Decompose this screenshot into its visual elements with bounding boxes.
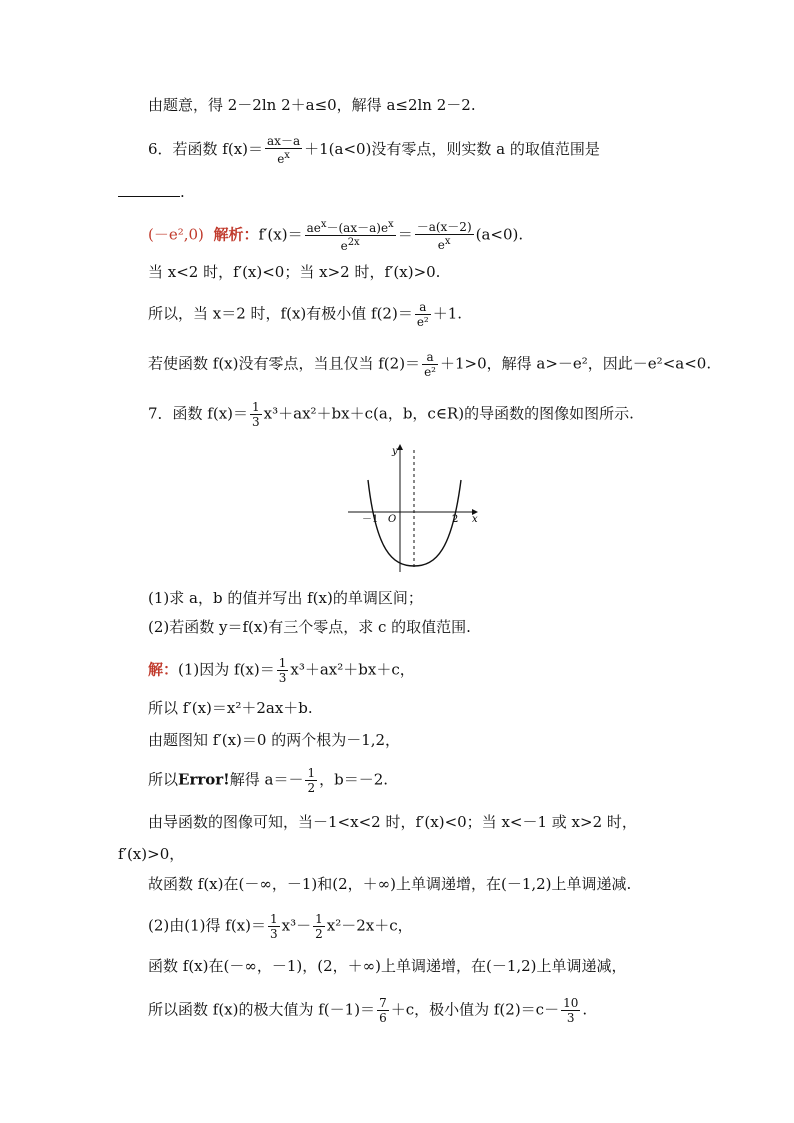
- fraction: $\frac{1}{3}$: [269, 912, 278, 941]
- solution-line: f′(x)>0，: [118, 845, 185, 863]
- fraction: $\frac{7}{6}$: [379, 996, 387, 1025]
- answer-value: (－e²,0): [148, 225, 204, 244]
- solution-line: (2)由(1)得 f(x)＝ $\frac{1}{3}$ x³－ $\frac{1}{2}$ x²－2x＋c，: [148, 912, 413, 941]
- error-text: Error!: [178, 770, 230, 789]
- derivative-graph: [340, 440, 490, 580]
- solution-line: 函数 f(x)在(－∞，－1)，(2，＋∞)上单调递增，在(－1,2)上单调递减，: [148, 957, 627, 975]
- fraction: $\frac{-a(x-2)}{e^x}$: [416, 219, 472, 252]
- y-axis-arrow: [397, 444, 403, 450]
- tick-label-2: 2: [452, 514, 459, 525]
- origin-label: O: [388, 514, 397, 525]
- solution-line: 若使函数 f(x)没有零点，当且仅当 f(2)＝ $\frac{a}{\text{e²}}$ ＋1>0，解得 a>－e²，因此－e²<a<0.: [148, 350, 712, 379]
- x-axis-label: x: [472, 514, 478, 525]
- solution-line: 由题图知 f′(x)＝0 的两个根为－1,2，: [148, 731, 401, 749]
- question-6: 6．若函数 f(x)＝ $\frac{ax-a}{e^x}$ ＋1(a<0)没有零点，则实数 a 的取值范围是: [148, 134, 600, 166]
- fraction: $\frac{1}{2}$: [315, 912, 323, 941]
- solution-line: 所以函数 f(x)的极大值为 f(－1)＝ $\frac{7}{6}$ ＋c，极小值为 f(2)＝c－ $\frac{10}{3}$ .: [148, 996, 588, 1025]
- solution-line: 由题意，得 2－2ln 2＋a≤0，解得 a≤2ln 2－2.: [148, 96, 476, 114]
- solution-line: 由导函数的图像可知，当－1<x<2 时，f′(x)<0；当 x<－1 或 x>2 时，: [148, 813, 637, 831]
- question-7: 7．函数 f(x)＝ $\frac{1}{3}$ x³＋ax²＋bx＋c(a，b，c∈R)的导函数的图像如图所示.: [148, 400, 634, 429]
- answer-6: (－e²,0) 解析：f′(x)＝ $\frac{ae^x-(ax-a)e^x}{e^{2x}}$ ＝ $\frac{-a(x-2)}{e^x}$ (a<0).: [148, 219, 524, 253]
- solution-line: 所以Error!解得 a＝－ $\frac{1}{2}$ ，b＝－2.: [148, 766, 389, 795]
- subquestion-1: (1)求 a，b 的值并写出 f(x)的单调区间；: [148, 589, 423, 607]
- solution-line: 当 x<2 时，f′(x)<0；当 x>2 时，f′(x)>0.: [148, 263, 441, 281]
- y-axis-label: y: [392, 446, 398, 457]
- solution-line: 故函数 f(x)在(－∞，－1)和(2，＋∞)上单调递增，在(－1,2)上单调递减.: [148, 875, 632, 893]
- answer-blank: .: [118, 182, 185, 202]
- fraction: $\frac{10}{3}$: [563, 996, 579, 1025]
- fraction: $\frac{1}{2}$: [307, 766, 316, 795]
- subquestion-2: (2)若函数 y＝f(x)有三个零点，求 c 的取值范围.: [148, 618, 471, 636]
- tick-label-neg1: －1: [362, 514, 379, 525]
- analysis-label: 解析：: [213, 225, 259, 244]
- solution-line: 解：(1)因为 f(x)＝ $\frac{1}{3}$ x³＋ax²＋bx＋c，: [148, 656, 415, 685]
- solution-line: 所以，当 x＝2 时，f(x)有极小值 f(2)＝ $\frac{a}{\text{e²}}$ ＋1.: [148, 300, 463, 329]
- fraction: $\frac{a}{\text{e²}}$: [416, 300, 429, 329]
- solution-line: 所以 f′(x)＝x²＋2ax＋b.: [148, 699, 313, 717]
- fraction: $\frac{ae^x-(ax-a)e^x}{e^{2x}}$: [306, 219, 394, 253]
- solution-label: 解：: [148, 660, 179, 679]
- fraction: $\frac{ax-a}{e^x}$: [267, 134, 301, 166]
- blank-line: [118, 182, 180, 197]
- fraction: $\frac{1}{3}$: [252, 400, 260, 429]
- fraction: $\frac{a}{\text{e²}}$: [424, 350, 436, 379]
- fraction: $\frac{1}{3}$: [278, 656, 287, 685]
